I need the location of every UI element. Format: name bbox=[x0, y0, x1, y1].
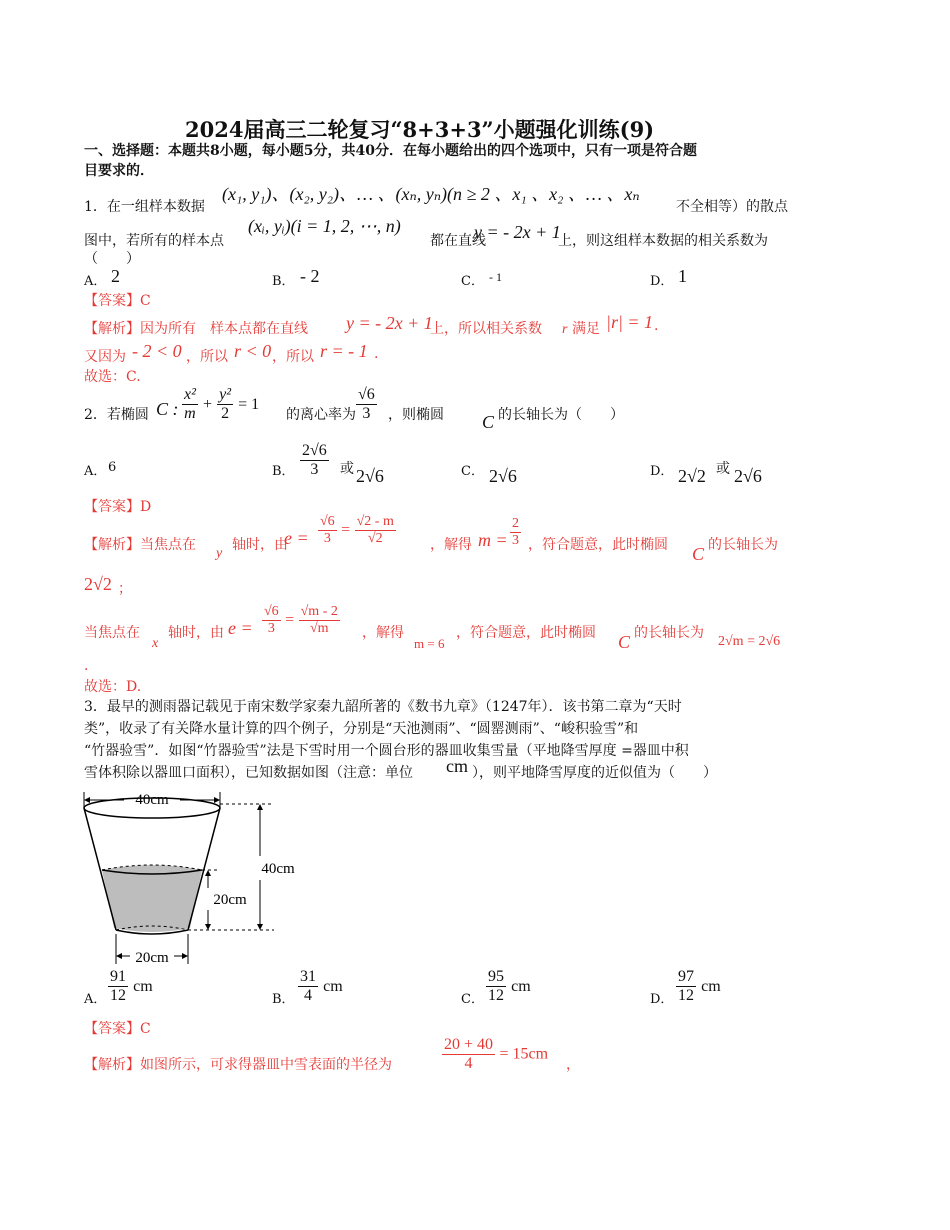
q2-sqrt6: √6 bbox=[358, 386, 375, 403]
q2-a2-n2: √m - 2 bbox=[300, 604, 338, 619]
q1-analysis2-c: ，所以 bbox=[272, 349, 314, 365]
q3-answer: 【答案】C bbox=[84, 1021, 151, 1037]
q1-analysis2-m2: r < 0 bbox=[234, 341, 272, 361]
q2-analysis-e: e = bbox=[284, 528, 309, 548]
q3-analysis-den: 4 bbox=[464, 1055, 473, 1072]
q3-option-b bbox=[298, 968, 343, 1005]
q1-analysis2-m1: - 2 < 0 bbox=[132, 341, 182, 361]
q2-analysis2-frac1 bbox=[262, 604, 340, 637]
q3-analysis-frac bbox=[442, 1036, 548, 1073]
q2-three: 3 bbox=[362, 405, 371, 422]
q2-analysis-res: 2√2 bbox=[84, 574, 112, 594]
q2-option-a: 6 bbox=[108, 460, 117, 475]
q1-line2-c: 上，则这组样本数据的相关系数为 bbox=[558, 233, 768, 249]
q3-option-c-num: 95 bbox=[488, 968, 504, 985]
q1-option-a-label: A． bbox=[84, 274, 107, 289]
q1-analysis-abs: |r| = 1 bbox=[606, 312, 654, 332]
q3-analysis-a: 【解析】如图所示，可求得器皿中雪表面的半径为 bbox=[84, 1057, 392, 1073]
q2-ellipse-equation bbox=[182, 386, 259, 423]
q2-analysis2-e2: 的长轴长为 bbox=[634, 625, 704, 641]
q1-line2-b: 都在直线 bbox=[430, 233, 486, 249]
q2-x2: x² bbox=[184, 386, 196, 403]
q2-analysis2-dot: . bbox=[84, 658, 89, 674]
q2-analysis-c: ，解得 bbox=[430, 537, 472, 553]
q2-a1-eq: = bbox=[341, 521, 351, 539]
q2-ecc bbox=[356, 386, 377, 423]
q2-option-d-or: 或 bbox=[716, 461, 730, 477]
section-heading-cont: 目要求的． bbox=[84, 163, 154, 179]
q1-analysis2-d: . bbox=[374, 346, 379, 362]
q2-frac-y bbox=[217, 386, 233, 423]
q1-option-d: 1 bbox=[678, 266, 687, 286]
q2-stem-mid: 的离心率为 bbox=[286, 407, 356, 423]
q2-a1-d1: 3 bbox=[323, 531, 331, 546]
q3-line1: 3．最早的测雨器记载见于南宋数学家秦九韶所著的《数书九章》（1247年）．该书第二章为“天时 bbox=[84, 699, 682, 715]
q3-analysis-c: ， bbox=[566, 1057, 580, 1073]
q2-analysis-a: 【解析】当焦点在 bbox=[84, 537, 196, 553]
q2-analysis-frac3 bbox=[510, 516, 521, 549]
q2-a2-eq: = bbox=[285, 611, 295, 629]
q2-choose: 故选：D. bbox=[84, 679, 142, 695]
q2-analysis-m: m = bbox=[478, 530, 508, 550]
q2-ellipse-c: C bbox=[482, 412, 495, 432]
q3-option-d-num: 97 bbox=[678, 968, 694, 985]
q2-plus: + bbox=[203, 396, 213, 413]
q1-stem-tail: 不全相等）的散点 bbox=[676, 199, 788, 215]
q1-line2-a: 图中，若所有的样本点 bbox=[84, 233, 224, 249]
q3-option-c bbox=[486, 968, 531, 1005]
q2-option-d2: 2√6 bbox=[734, 466, 762, 486]
q1-analysis2-b: ，所以 bbox=[186, 349, 228, 365]
q1-analysis-c: 满足 bbox=[572, 321, 600, 337]
q3-line3: “竹器验雪”．如图“竹器验雪”法是下雪时用一个圆台形的器皿收集雪量（平地降雪厚度 =器皿中积 bbox=[84, 743, 689, 759]
q2-two: 2 bbox=[221, 405, 230, 422]
q3-option-a-unit: cm bbox=[133, 978, 153, 995]
q1-sample-points: (x₁, y₁)、(x₂, y₂)、… 、(xₙ, yₙ)(n ≥ 2 、x₁ 、x₂ 、… 、xₙ bbox=[222, 184, 640, 204]
q2-analysis-b: 轴时，由 bbox=[232, 537, 288, 553]
q2-analysis-e2: 的长轴长为 bbox=[708, 537, 778, 553]
q2-y2: y² bbox=[219, 386, 232, 403]
q1-choose: 故选：C. bbox=[84, 369, 141, 385]
q1-analysis-r: r bbox=[562, 322, 568, 337]
q2-option-b bbox=[300, 442, 329, 479]
q1-analysis-b: 上，所以相关系数 bbox=[430, 321, 542, 337]
q2-analysis-semi: ； bbox=[118, 581, 132, 597]
q1-analysis2-a: 又因为 bbox=[84, 349, 126, 365]
q2-option-d1: 2√2 bbox=[678, 466, 706, 486]
q2-option-d-label: D． bbox=[650, 464, 674, 479]
q1-option-a: 2 bbox=[111, 266, 120, 286]
q1-paren: （ ） bbox=[84, 251, 140, 267]
q2-option-c: 2√6 bbox=[489, 466, 517, 486]
q3-fig-height-label: 40cm bbox=[261, 861, 295, 877]
q3-option-b-unit: cm bbox=[323, 978, 343, 995]
q3-option-d-den: 12 bbox=[678, 987, 694, 1004]
q1-option-b: - 2 bbox=[300, 266, 320, 286]
q3-option-d bbox=[676, 968, 721, 1005]
q1-option-c-label: C． bbox=[461, 274, 484, 289]
q2-analysis-frac1 bbox=[318, 514, 396, 547]
q2-analysis2-e: e = bbox=[228, 618, 253, 638]
q1-analysis-d: . bbox=[654, 318, 659, 334]
q1-analysis-a: 【解析】因为所有 样本点都在直线 bbox=[84, 321, 308, 337]
q2-stem-start: 2．若椭圆 bbox=[84, 407, 149, 423]
q3-option-c-label: C． bbox=[461, 992, 484, 1007]
q2-a2-n1: √6 bbox=[264, 604, 279, 619]
q3-analysis-result: = 15cm bbox=[499, 1045, 549, 1063]
q2-ecc-frac bbox=[356, 386, 377, 423]
q2-a1-d3: 3 bbox=[512, 533, 519, 548]
q3-option-a-label: A． bbox=[84, 992, 107, 1007]
q3-frustum-figure bbox=[74, 788, 314, 970]
q3-option-b-den: 4 bbox=[304, 987, 312, 1004]
q2-a1-d2: √2 bbox=[367, 531, 383, 546]
q2-frac-x bbox=[182, 386, 198, 423]
q2-option-b-or: 或 bbox=[340, 461, 354, 477]
q2-analysis2-a: 当焦点在 bbox=[84, 625, 140, 641]
q1-analysis2-m3: r = - 1 bbox=[320, 341, 368, 361]
q2-ellipse-name: C : bbox=[156, 399, 179, 419]
q3-option-a-num: 91 bbox=[110, 968, 126, 985]
q2-option-b-alt: 2√6 bbox=[356, 466, 384, 486]
q3-option-c-den: 12 bbox=[488, 987, 504, 1004]
q2-a1-n3: 2 bbox=[512, 516, 519, 531]
q2-analysis2-res: 2√m = 2√6 bbox=[718, 634, 781, 649]
q2-option-c-label: C． bbox=[461, 464, 484, 479]
q3-option-b-label: B． bbox=[272, 992, 295, 1007]
q2-analysis-y: y bbox=[216, 546, 223, 561]
q1-option-c: - 1 bbox=[489, 270, 502, 284]
q2-analysis2-m: m = 6 bbox=[414, 636, 445, 651]
q3-option-a bbox=[108, 968, 153, 1005]
q2-option-a-label: A． bbox=[84, 464, 107, 479]
q2-option-b-den: 3 bbox=[310, 461, 319, 478]
q3-line4-unit: cm bbox=[446, 756, 468, 776]
q3-analysis-num: 20 + 40 bbox=[444, 1036, 494, 1053]
q3-option-d-unit: cm bbox=[701, 978, 721, 995]
q3-option-c-unit: cm bbox=[511, 978, 531, 995]
page-title: 2024届高三二轮复习“8+3+3”小题强化训练(9) bbox=[185, 117, 655, 142]
q2-option-b-label: B． bbox=[272, 464, 295, 479]
q2-answer: 【答案】D bbox=[84, 499, 152, 515]
q2-m: m bbox=[184, 405, 196, 422]
q3-option-d-label: D． bbox=[650, 992, 674, 1007]
q2-a2-d2: √m bbox=[309, 621, 329, 636]
q2-analysis2-b: 轴时，由 bbox=[168, 625, 224, 641]
q2-stem-tail2: 的长轴长为（ ） bbox=[498, 407, 624, 423]
q2-a1-n1: √6 bbox=[320, 514, 335, 529]
q3-fig-top-label: 40cm bbox=[135, 792, 169, 808]
section-heading: 一、选择题：本题共8小题，每小题5分，共40分．在每小题给出的四个选项中，只有一项是符合题 bbox=[84, 143, 697, 159]
q3-line4b: ），则平地降雪厚度的近似值为（ ） bbox=[472, 765, 717, 781]
q3-fig-snow-label: 20cm bbox=[213, 892, 247, 908]
q3-line2: 类”，收录了有关降水量计算的四个例子，分别是“天池测雨”、“圆罂测雨”、“峻积验雪”和 bbox=[84, 721, 639, 737]
q1-stem-start: 1．在一组样本数据 bbox=[84, 199, 205, 215]
q1-answer: 【答案】C bbox=[84, 293, 151, 309]
q1-option-d-label: D． bbox=[650, 274, 674, 289]
q1-line-formula: y = - 2x + 1 bbox=[474, 222, 561, 242]
q3-line4a: 雪体积除以器皿口面积），已知数据如图（注意：单位 bbox=[84, 765, 413, 781]
q2-analysis2-C: C bbox=[618, 632, 631, 652]
q1-analysis-line: y = - 2x + 1 bbox=[346, 313, 433, 333]
q2-analysis2-c: ，解得 bbox=[362, 625, 404, 641]
q2-eq1: = 1 bbox=[238, 396, 260, 413]
q3-option-b-num: 31 bbox=[300, 968, 316, 985]
q2-analysis-C: C bbox=[692, 544, 705, 564]
q3-fig-bottom-label: 20cm bbox=[135, 950, 169, 966]
q2-analysis2-x: x bbox=[152, 636, 159, 651]
q2-a1-n2: √2 - m bbox=[356, 514, 394, 529]
q2-a2-d1: 3 bbox=[267, 621, 275, 636]
q2-stem-tail: ，则椭圆 bbox=[388, 407, 444, 423]
q3-option-a-den: 12 bbox=[110, 987, 126, 1004]
q1-option-b-label: B． bbox=[272, 274, 295, 289]
q2-analysis2-d: ，符合题意，此时椭圆 bbox=[456, 625, 596, 641]
q2-analysis-d: ，符合题意，此时椭圆 bbox=[528, 537, 668, 553]
q1-point-formula: (xᵢ, yᵢ)(i = 1, 2, ⋯, n) bbox=[248, 216, 401, 236]
q2-option-b-num: 2√6 bbox=[302, 442, 327, 459]
